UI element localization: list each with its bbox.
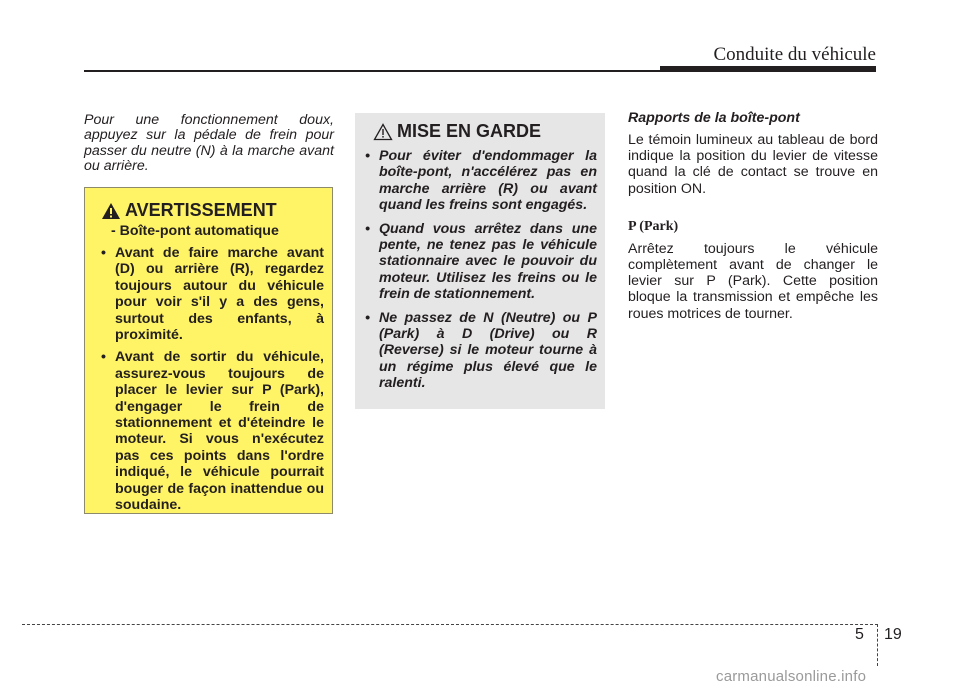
page-header-title: Conduite du véhicule: [713, 44, 876, 65]
caution-item: • Quand vous arrêtez dans une pente, ne tenez pas le véhicule stationnaire avec le pouvoir du moteur. Utilisez les freins ou le frein de stationnement.: [365, 221, 597, 303]
warning-title: AVERTISSEMENT: [125, 200, 277, 220]
caution-item: • Ne passez de N (Neutre) ou P (Park) à D (Drive) ou R (Reverse) si le moteur tourne à un régime plus élevé que le ralenti.: [365, 310, 597, 392]
caution-header: [373, 121, 597, 142]
park-paragraph: Arrêtez toujours le véhicule complètement avant de changer le levier sur P (Park). Cette position bloque la transmission et empêche les roues motrices de tourner.: [628, 240, 878, 322]
park-heading: P (Park): [628, 218, 679, 234]
header-rule-accent: [660, 66, 876, 72]
warning-item: • Avant de faire marche avant (D) ou arrière (R), regardez toujours autour du véhicule pour voir s'il y a des gens, surtout des enfants, à proximité.: [101, 245, 324, 343]
footer-rule: [22, 624, 878, 625]
warning-list: [101, 245, 324, 514]
right-column: [628, 110, 878, 322]
intro-paragraph: Pour une fonctionnement doux, appuyez sur la pédale de frein pour passer du neutre (N) à la marche avant ou arrière.: [84, 112, 334, 175]
header-rule: [84, 70, 662, 72]
caution-list: [365, 148, 597, 392]
warning-triangle-icon: [101, 202, 121, 220]
caution-title: MISE EN GARDE: [397, 121, 542, 141]
watermark: carmanualsonline.info: [716, 668, 867, 685]
warning-box: [84, 187, 333, 514]
warning-header: [101, 200, 324, 221]
warning-subtitle: - Boîte-pont automatique: [111, 223, 279, 239]
chapter-number: 5: [855, 626, 864, 643]
section-paragraph: Le témoin lumineux au tableau de bord indique la position du levier de vitesse quand la clé de contact se trouve en position ON.: [628, 132, 878, 197]
footer-divider: [877, 624, 878, 666]
caution-box: [355, 113, 605, 409]
caution-item: • Pour éviter d'endommager la boîte-pont, n'accélérez pas en marche arrière (R) ou avant quand les freins sont engagés.: [365, 148, 597, 214]
section-heading: Rapports de la boîte-pont: [628, 110, 800, 126]
caution-triangle-icon: [373, 123, 393, 141]
page-number: 19: [884, 626, 902, 643]
warning-item: • Avant de sortir du véhicule, assurez-vous toujours de placer le levier sur P (Park), d'engager le frein de stationnement et d'éteindre le moteur. Si vous n'exécutez pas ces points dans l'ordre indiqué, le véhicule pourrait bouger de façon inattendue ou soudaine.: [101, 349, 324, 513]
